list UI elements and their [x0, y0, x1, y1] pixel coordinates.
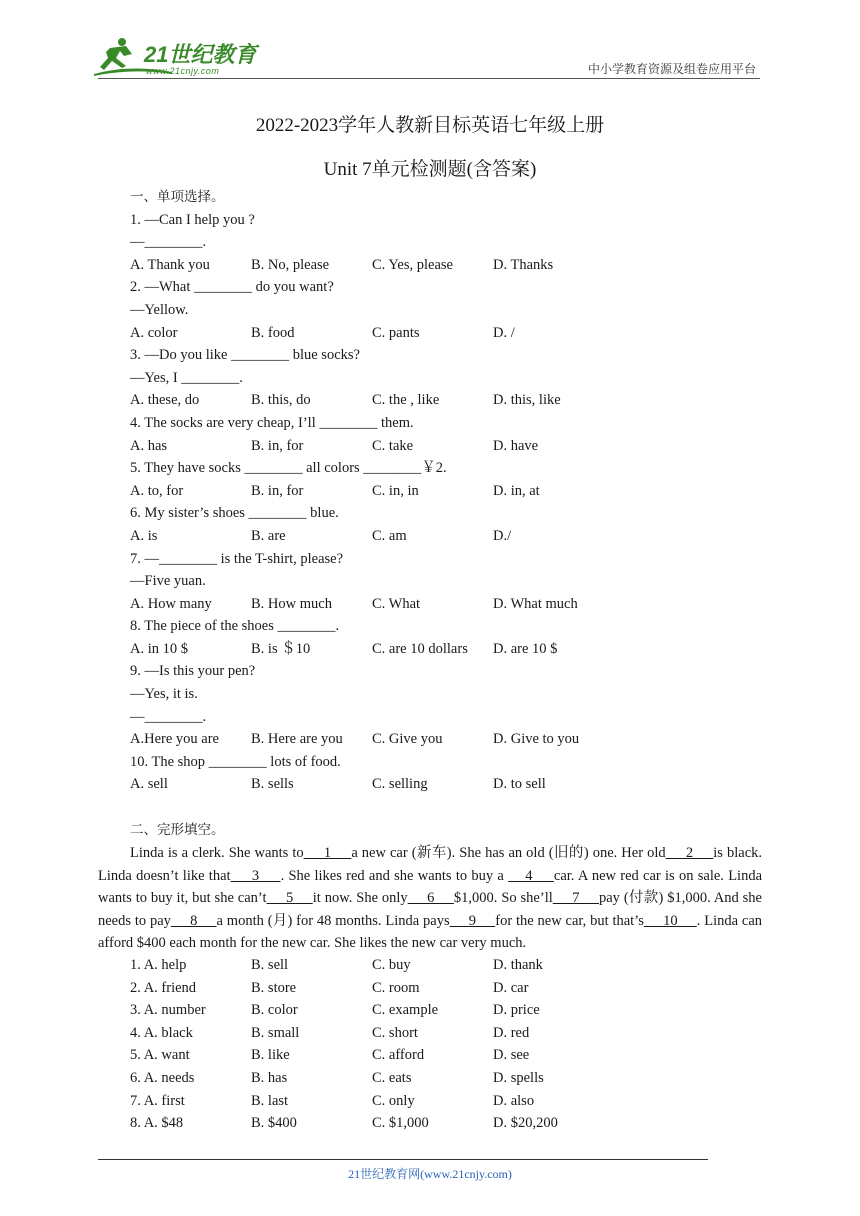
option-c: C. only	[372, 1092, 415, 1109]
option-b: B. has	[251, 1069, 288, 1086]
section-single-choice	[130, 186, 762, 841]
question-stem: 1. —Can I help you ?	[130, 211, 255, 228]
option-b: B. No, please	[251, 256, 330, 273]
cloze-blank: 2	[665, 845, 714, 861]
option-c: C. eats	[372, 1069, 412, 1086]
cloze-blank: 3	[230, 867, 281, 884]
cloze-blank: 10	[643, 912, 697, 929]
cloze-option-row	[130, 1067, 762, 1090]
option-c: C. buy	[372, 957, 411, 973]
option-a: A. has	[130, 437, 168, 454]
option-c: C. take	[372, 437, 414, 454]
question-stem: 9. —Is this your pen?	[130, 663, 256, 680]
option-d: D. are 10 $	[493, 640, 558, 657]
option-b: B. Here are you	[251, 731, 343, 748]
passage-text: Linda is a clerk. She wants to	[130, 845, 304, 861]
option-b: B. food	[251, 324, 295, 341]
cloze-blank: 8	[170, 912, 217, 929]
option-d: D. have	[493, 437, 539, 454]
question-stem: 8. The piece of the shoes ________.	[130, 618, 340, 635]
option-b: B. in, for	[251, 437, 304, 454]
option-a: A. in 10 $	[130, 640, 188, 657]
option-b: B. this, do	[251, 392, 311, 409]
cloze-option-row	[130, 999, 762, 1022]
option-d: D. to sell	[493, 776, 546, 793]
passage-text: $1,000. So she’ll	[453, 890, 553, 907]
option-d: D. /	[493, 324, 515, 341]
page-title: 2022-2023学年人教新目标英语七年级上册	[255, 115, 605, 136]
cloze-blank: 4	[508, 867, 554, 884]
option-c: C. What	[372, 595, 421, 612]
question-stem: 2. —What ________ do you want?	[130, 279, 334, 296]
header-platform-text: 中小学教育资源及组卷应用平台	[587, 62, 756, 76]
cloze-blank: 7	[552, 890, 599, 907]
option-a: 7. A. first	[130, 1092, 185, 1109]
option-a: A. Thank you	[130, 256, 210, 273]
option-a: 5. A. want	[130, 1047, 190, 1064]
option-a: 2. A. friend	[130, 979, 197, 996]
option-d: D. Thanks	[493, 256, 554, 273]
option-d: D. also	[493, 1092, 535, 1109]
option-a: 1. A. help	[130, 957, 187, 973]
cloze-options	[130, 954, 762, 1135]
option-c: C. $1,000	[372, 1115, 429, 1132]
option-b: B. like	[251, 1047, 290, 1064]
question-line: —Yellow.	[130, 301, 189, 318]
passage-text: car. A new red car is on sale. Linda wants to buy it, but she can’t	[98, 867, 763, 907]
option-b: B. sells	[251, 776, 294, 793]
option-b: B. color	[251, 1002, 298, 1019]
question-options	[130, 773, 762, 796]
cloze-blank: 6	[407, 890, 454, 907]
option-c: C. are 10 dollars	[372, 640, 468, 657]
option-c: C. example	[372, 1002, 439, 1019]
question-stem: 4. The socks are very cheap, I’ll ________ them.	[130, 414, 414, 431]
question-options	[130, 593, 762, 616]
question-line: —________.	[130, 708, 207, 725]
option-a: A. How many	[130, 595, 212, 612]
question-stem: 3. —Do you like ________ blue socks?	[130, 347, 360, 364]
option-a: 8. A. $48	[130, 1115, 184, 1132]
question-options	[130, 435, 762, 458]
question-options	[130, 480, 762, 503]
question-stem: 6. My sister’s shoes ________ blue.	[130, 505, 339, 522]
option-d: D. price	[493, 1002, 540, 1019]
passage-text: a month (月) for 48 months. Linda pays	[216, 912, 450, 929]
page-subtitle: Unit 7单元检测题(含答案)	[323, 159, 537, 180]
option-c: C. am	[372, 527, 407, 544]
option-a: A. color	[130, 324, 178, 341]
passage-text: . Linda can afford $400 each month for the new car. She likes the new car very much.	[98, 912, 763, 952]
option-c: C. short	[372, 1024, 418, 1041]
option-c: C. Give you	[372, 731, 443, 748]
option-c: C. the , like	[372, 392, 440, 409]
section1-heading: 一、单项选择。	[130, 189, 225, 205]
passage-text: for the new car, but that’s	[495, 912, 644, 929]
footer-divider	[98, 1159, 708, 1160]
option-d: D. red	[493, 1024, 530, 1041]
option-c: C. selling	[372, 776, 428, 793]
question-line: —________.	[130, 234, 207, 251]
option-b: B. are	[251, 527, 286, 544]
option-d: D./	[493, 527, 512, 544]
option-b: B. small	[251, 1024, 300, 1041]
option-a: A. to, for	[130, 482, 184, 499]
cloze-option-row	[130, 954, 762, 977]
question-line: —Five yuan.	[130, 573, 206, 590]
cloze-blank: 1	[303, 845, 352, 861]
option-d: D. in, at	[493, 482, 540, 499]
cloze-blank: 9	[449, 912, 496, 929]
passage-text: a new car (新车). She has an old (旧的) one. Her old	[351, 845, 666, 861]
option-c: C. room	[372, 979, 420, 996]
option-d: D. What much	[493, 595, 578, 612]
option-b: B. in, for	[251, 482, 304, 499]
option-b: B. $400	[251, 1115, 297, 1132]
question-options	[130, 525, 762, 548]
option-c: C. afford	[372, 1047, 425, 1064]
cloze-option-row	[130, 977, 762, 1000]
section2-heading: 二、完形填空。	[130, 821, 225, 838]
logo-url: www.21cnjy.com	[146, 66, 220, 76]
question-list	[130, 209, 762, 796]
option-a: 3. A. number	[130, 1002, 206, 1019]
cloze-option-row	[130, 1112, 762, 1135]
page-header	[0, 0, 860, 80]
passage-text: it now. She only	[312, 890, 408, 907]
option-d: D. see	[493, 1047, 530, 1064]
option-a: 4. A. black	[130, 1024, 193, 1041]
option-d: D. this, like	[493, 392, 561, 409]
option-b: B. How much	[251, 595, 332, 612]
question-options	[130, 638, 762, 661]
passage-text: is black. Linda doesn’t like that	[98, 845, 763, 884]
option-d: D. $20,200	[493, 1115, 558, 1132]
option-c: C. Yes, please	[372, 256, 453, 273]
option-c: C. in, in	[372, 482, 419, 499]
option-b: B. sell	[251, 957, 289, 973]
passage-text: pay (付款) $1,000. And she needs to pay	[98, 890, 762, 929]
question-stem: 10. The shop ________ lots of food.	[130, 753, 341, 770]
question-options	[130, 322, 762, 345]
logo-text: 21世纪教育	[144, 42, 257, 67]
option-a: 6. A. needs	[130, 1069, 195, 1086]
option-d: D. car	[493, 979, 529, 996]
cloze-blank: 5	[266, 890, 313, 907]
header-divider	[98, 78, 760, 79]
passage-text: . She likes red and she wants to buy a	[280, 867, 509, 884]
option-a: A. is	[130, 527, 158, 544]
option-a: A. sell	[130, 776, 168, 793]
option-c: C. pants	[372, 324, 420, 341]
option-b: B. last	[251, 1092, 289, 1109]
option-d: D. spells	[493, 1069, 544, 1086]
question-line: —Yes, I ________.	[130, 369, 243, 386]
question-options	[130, 728, 762, 751]
question-options	[130, 389, 762, 412]
cloze-option-row	[130, 1090, 762, 1113]
option-b: B. is ＄10	[251, 640, 311, 657]
question-stem: 7. —________ is the T-shirt, please?	[130, 550, 344, 567]
cloze-option-row	[130, 1044, 762, 1067]
option-a: A. these, do	[130, 392, 200, 409]
option-d: D. Give to you	[493, 731, 580, 748]
option-b: B. store	[251, 979, 297, 996]
question-line: —Yes, it is.	[130, 686, 198, 703]
footer-text: 21世纪教育网(www.21cnjy.com)	[348, 1167, 512, 1181]
question-stem: 5. They have socks ________ all colors ________￥2.	[130, 460, 447, 477]
cloze-option-row	[130, 1022, 762, 1045]
option-a: A.Here you are	[130, 731, 219, 748]
option-d: D. thank	[493, 957, 543, 973]
cloze-passage	[98, 842, 762, 955]
question-options	[130, 254, 762, 277]
